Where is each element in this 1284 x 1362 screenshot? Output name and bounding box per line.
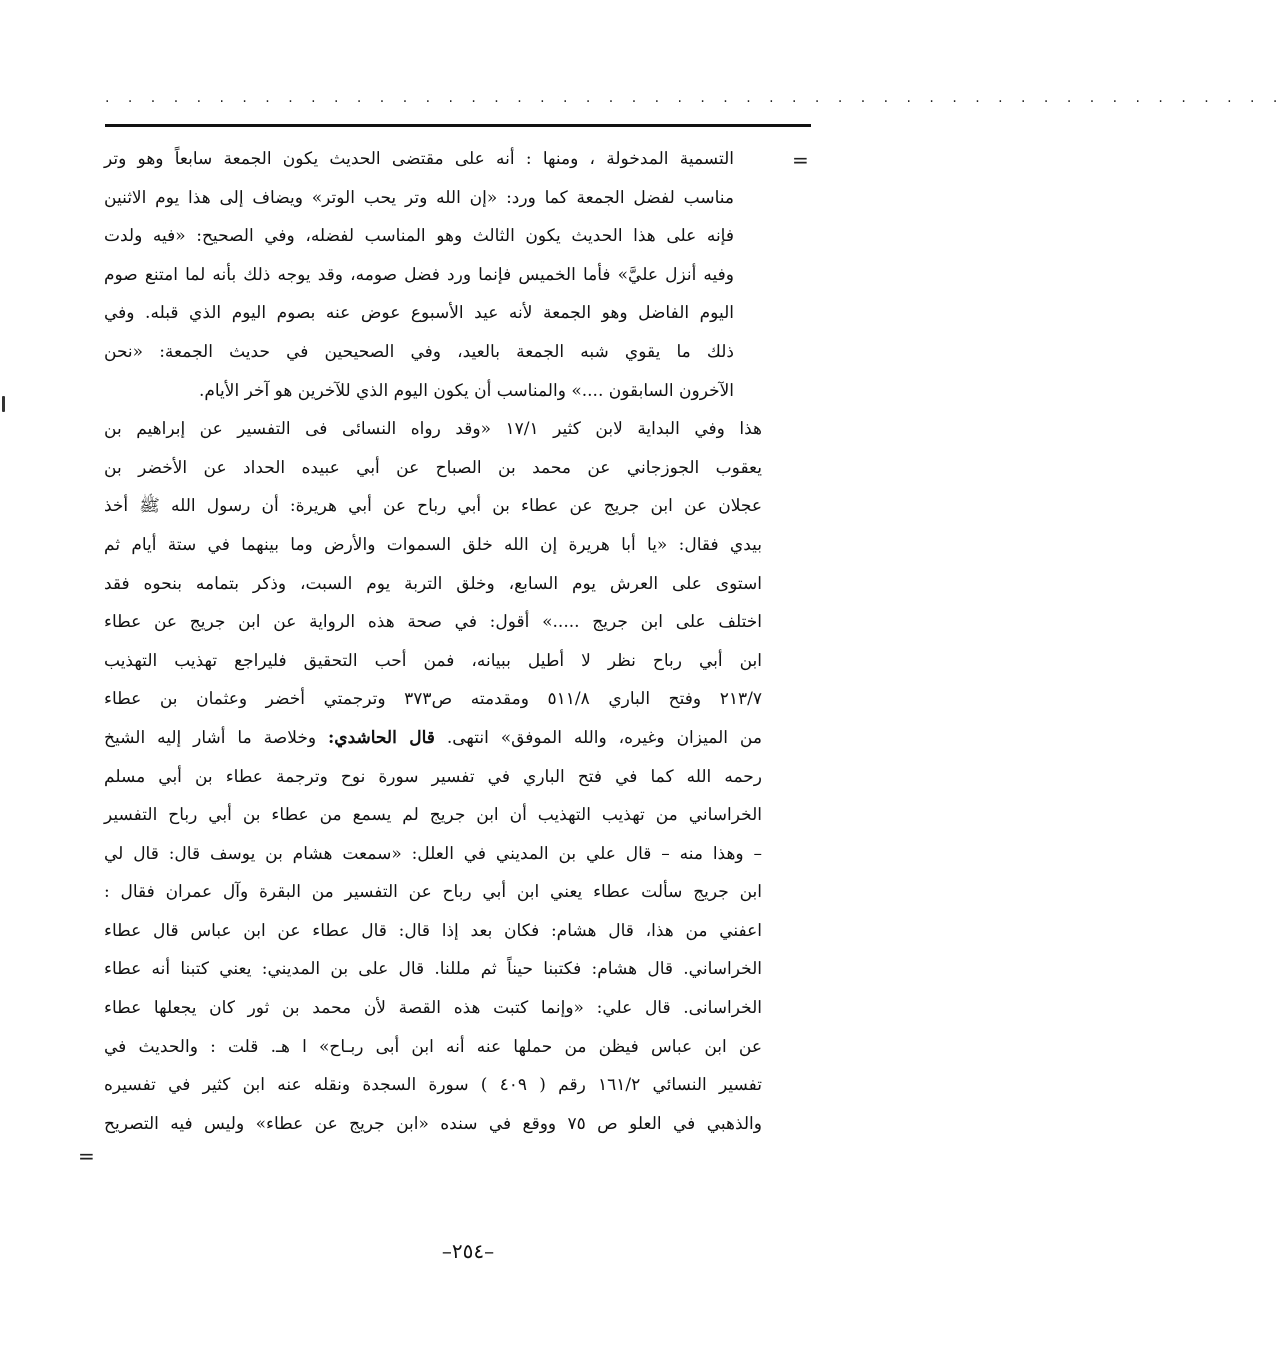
text-line: يعقوب الجوزجاني عن محمد بن الصباح عن أبي عبيده الحداد عن الأخضر بن <box>104 457 762 478</box>
header-rule <box>105 124 811 127</box>
text-line: والذهبي في العلو ص ٧٥ ووقع في سنده «ابن جريج عن عطاء» وليس فيه التصريح <box>104 1113 762 1134</box>
text-line: اليوم الفاضل وهو الجمعة لأنه عيد الأسبوع عوض عنه بصوم اليوم الذي قبله. وفي <box>104 303 734 324</box>
text-line: ابن جريج سألت عطاء يعني ابن أبي رباح عن التفسير من البقرة وآل عمران فقال : <box>104 882 762 903</box>
text-line: رحمه الله كما في فتح الباري في تفسير سورة نوح وترجمة عطاء بن أبي مسلم <box>104 766 762 787</box>
header-dotted-line: . . . . . . . . . . . . . . . . . . . . . . . . . . . . . . . . . . . . . . . . . . . . . . . . . . . . <box>105 90 1284 106</box>
text-line: مناسب لفضل الجمعة كما ورد: «إن الله وتر يحب الوتر» ويضاف إلى هذا يوم الاثنين <box>104 187 734 208</box>
text-line: تفسير النسائي ١٦١/٢ رقم ( ٤٠٩ ) سورة السجدة ونقله عنه ابن كثير في تفسيره <box>104 1075 763 1096</box>
text-line: التسمية المدخولة ، ومنها : أنه على مقتضى الحديث يكون الجمعة سابعاً وهو وتر <box>104 149 734 169</box>
text-line: وفيه أنزل عليَّ» فأما الخميس فإنما ورد فضل صومه، وقد يوجه ذلك بأنه لما امتنع صوم <box>104 264 734 285</box>
text-line: عجلان عن ابن جريج عن عطاء بن أبي رباح عن أبي هريرة: أن رسول الله ﷺ أخذ <box>104 496 762 517</box>
footnote-text <box>104 140 763 1143</box>
text-line: اعفني من هذا، قال هشام: فكان بعد إذا قال: قال عطاء عن ابن عباس قال عطاء <box>104 920 762 941</box>
text-line: عن ابن عباس فيظن من حملها عنه أنه ابن أبى ربـاح» ا هـ. قلت : والحديث في <box>104 1036 762 1057</box>
text-segment: وخلاصة ما أشار إليه الشيخ <box>104 727 317 748</box>
margin-mark <box>2 396 5 412</box>
continuation-marker-bottom: = <box>78 1144 95 1168</box>
page-number: –٢٥٤– <box>441 1239 495 1263</box>
text-line: بيدي فقال: «يا أبا هريرة إن الله خلق السموات والأرض وما بينهما في ستة أيام ثم <box>104 534 762 555</box>
text-line: ذلك ما يقوي شبه الجمعة بالعيد، وفي الصحيحين في حديث الجمعة: «نحن <box>104 341 734 362</box>
author-label: قال الحاشدي: <box>327 727 435 748</box>
text-line: فإنه على هذا الحديث يكون الثالث وهو المناسب لفضله، وفي الصحيح: «فيه ولدت <box>104 226 734 247</box>
text-line: الآخرون السابقون ....» والمناسب أن يكون اليوم الذي للآخرين هو آخر الأيام. <box>198 380 734 401</box>
text-line: الخراساني. قال هشام: فكتبنا حيناً ثم مللنا. قال على بن المديني: يعني كتبنا أنه عطاء <box>104 959 762 980</box>
text-line: اختلف على ابن جريج .....» أقول: في صحة هذه الرواية عن ابن جريج عن عطاء <box>104 612 762 633</box>
text-line: الخراسانى. قال علي: «وإنما كتبت هذه القصة لأن محمد بن ثور كان يجعلها عطاء <box>104 998 762 1019</box>
text-line <box>104 719 762 758</box>
text-line: هذا وفي البداية لابن كثير ١٧/١ «وقد رواه النسائى فى التفسير عن إبراهيم بن <box>104 419 763 440</box>
text-segment: من الميزان وغيره، والله الموفق» انتهى. <box>446 727 762 748</box>
text-line: استوى على العرش يوم السابع، وخلق التربة يوم السبت، وذكر بتمامه بنحوه فقد <box>104 573 762 594</box>
text-line: الخراساني من تهذيب التهذيب أن ابن جريج لم يسمع من عطاء بن أبي رباح التفسير <box>104 805 762 826</box>
text-line: ٢١٣/٧ وفتح الباري ٥١١/٨ ومقدمته ص٣٧٣ وترجمتي أخضر وعثمان بن عطاء <box>104 689 762 710</box>
continuation-marker-top: = <box>792 148 809 172</box>
text-line: – وهذا منه – قال علي بن المديني في العلل: «سمعت هشام بن يوسف قال: قال لي <box>104 843 762 864</box>
text-line: ابن أبي رباح نظر لا أطيل ببيانه، فمن أحب التحقيق فليراجع تهذيب التهذيب <box>104 650 762 671</box>
